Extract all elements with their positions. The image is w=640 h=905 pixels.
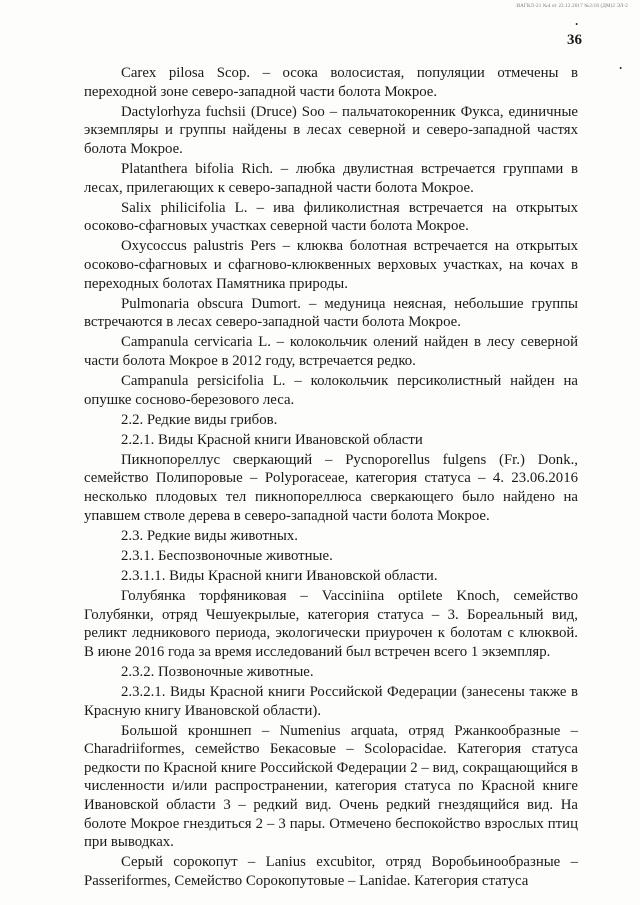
document-body [84,64,578,892]
heading-rare-fungi: 2.2. Редкие виды грибов. [121,411,278,428]
paragraph-campanula-persicifolia: Campanula persicifolia L. – колокольчик персиколистный найден на опушке сосново-березового леса. [84,373,578,408]
page-number: 36 [567,32,582,48]
paragraph-numenius: Большой кроншнеп – Numenius arquata, отряд Ржанкообразные – Charadriiformes, семейство Бекасовые – Scolopacidae. Категория статуса редкости по Красной книге Российской Федерации 2 – вид, сокращающийся в численности и/или распространении, категория статуса по Красной книге Ивановской области 3 – редкий вид. Очень редкий гнездящийся вид. На болоте Мокрое гнездиться 2 – 3 пары. Отмечено беспокойство взрослых птиц при выводках. [84,722,578,851]
scan-speck: • [575,20,578,29]
heading-rare-animals: 2.3. Редкие виды животных. [121,527,298,544]
paragraph-vacciniina: Голубянка торфяниковая – Vacciniina optilete Knoch, семейство Голубянки, отряд Чешуекрылые, категория статуса – 3. Бореальный вид, реликт ледникового периода, экологически приурочен к болотам с клюквой. В июне 2016 года за время исследований был встречен всего 1 экземпляр. [84,588,578,660]
heading-vertebrates: 2.3.2. Позвоночные животные. [121,663,314,680]
paragraph-pycnoporellus: Пикнопореллус сверкающий – Pycnoporellus fulgens (Fr.) Donk., семейство Полипоровые – Polyporaceae, категория статуса – 4. 23.06.2016 несколько плодовых тел пикнопореллюса сверкающего было найдено на упавшем стволе дерева в северо-западной части болота Мокрое. [84,451,578,524]
paragraph-platanthera: Platanthera bifolia Rich. – любка двулистная встречается группами в лесах, прилегающих к северо-западной части болота Мокрое. [84,160,578,196]
paragraph-salix: Salix philicifolia L. – ива филиколистная встречается на открытых осоково-сфагновых участках северной части болота Мокрое. [84,199,578,235]
paragraph-lanius: Серый сорокопут – Lanius excubitor, отряд Воробьинообразные – Passeriformes, Семейство Сорокопутовые – Lanidae. Категория статуса [84,854,578,889]
heading-vertebrates-rf-red-book: 2.3.2.1. Виды Красной книги Российской Федерации (занесены также в Красную книгу Ивановской области). [84,684,578,719]
paragraph-carex: Carex pilosa Scop. – осока волосистая, популяции отмечены в переходной зоне северо-западной части болота Мокрое. [84,65,578,100]
scan-header-stamp: ИАГКЛ-21 №4 от 22.12.2017 №2/18 (ДМ)2 ЭЛ-2 [516,4,628,9]
heading-fungi-red-book: 2.2.1. Виды Красной книги Ивановской области [121,431,423,448]
heading-invertebrates: 2.3.1. Беспозвоночные животные. [121,547,333,564]
paragraph-oxycoccus: Oxycoccus palustris Pers – клюква болотная встречается на открытых осоково-сфагновых и сфагново-клюквенных верховых участках, на кочах в переходных болотах Памятника природы. [84,238,578,292]
paragraph-campanula-cervicaria: Campanula cervicaria L. – колокольчик олений найден в лесу северной части болота Мокрое в 2012 году, встречается редко. [84,334,578,369]
heading-invertebrates-red-book: 2.3.1.1. Виды Красной книги Ивановской области. [121,567,438,584]
paragraph-pulmonaria: Pulmonaria obscura Dumort. – медуница неясная, небольшие группы встречаются в лесах северо-западной части болота Мокрое. [84,295,578,331]
scan-speck: • [619,64,622,73]
paragraph-dactylorhyza: Dactylorhyza fuchsii (Druce) Soo – пальчатокоренник Фукса, единичные экземпляры и группы найдены в лесах северной и северо-западной частях болота Мокрое. [84,103,578,157]
